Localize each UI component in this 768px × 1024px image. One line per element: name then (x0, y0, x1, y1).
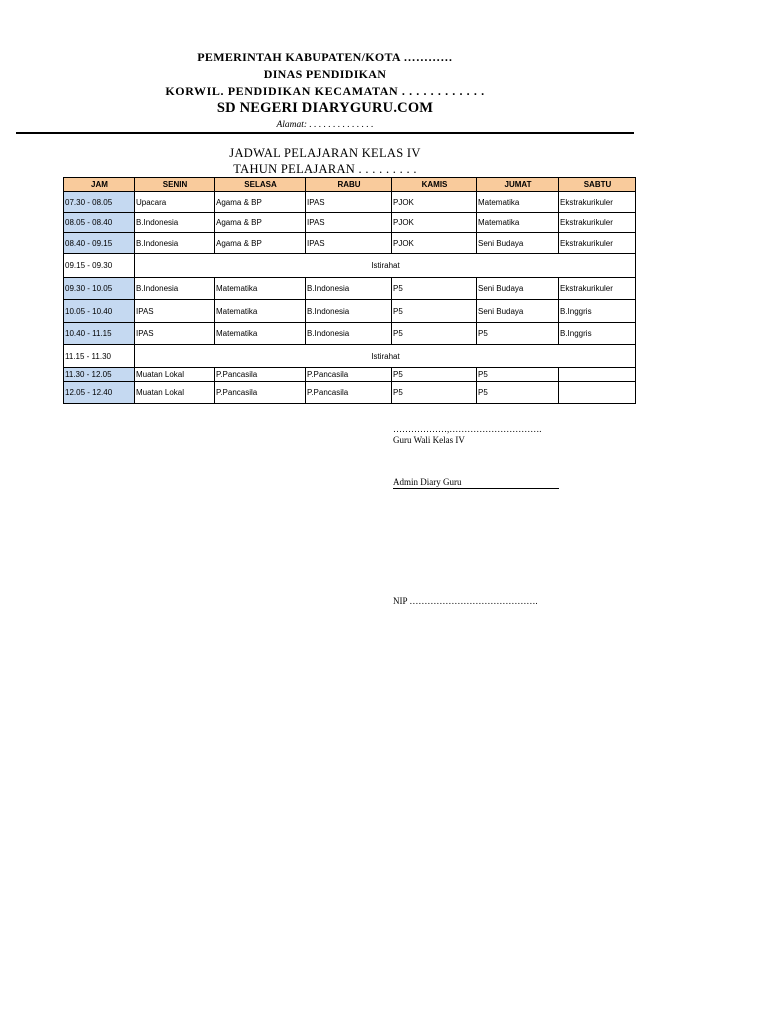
table-cell: Agama & BP (215, 233, 306, 254)
table-cell: B.Indonesia (306, 300, 392, 323)
signature-place-date: ………………,…………………………. (393, 424, 542, 434)
schedule-table (63, 177, 636, 404)
signature-role: Guru Wali Kelas IV (393, 435, 465, 445)
table-cell: P5 (392, 278, 477, 300)
table-cell: P5 (477, 323, 559, 345)
column-header-senin: SENIN (135, 178, 215, 192)
table-cell: P5 (392, 300, 477, 323)
table-cell: Seni Budaya (477, 300, 559, 323)
table-cell (559, 382, 636, 404)
table-cell (559, 368, 636, 382)
table-row (64, 382, 636, 404)
time-cell: 10.05 - 10.40 (64, 300, 135, 323)
time-cell: 09.15 - 09.30 (64, 254, 135, 278)
signature-name: Admin Diary Guru (393, 477, 559, 489)
column-header-rabu: RABU (306, 178, 392, 192)
table-row (64, 233, 636, 254)
table-row (64, 213, 636, 233)
academic-year: TAHUN PELAJARAN . . . . . . . . . (233, 162, 417, 176)
time-cell: 08.05 - 08.40 (64, 213, 135, 233)
table-cell: Muatan Lokal (135, 368, 215, 382)
table-cell: Matematika (477, 213, 559, 233)
table-cell: B.Inggris (559, 300, 636, 323)
table-row (64, 278, 636, 300)
table-row (64, 192, 636, 213)
department-header: DINAS PENDIDIKAN (263, 67, 387, 81)
table-cell: B.Inggris (559, 323, 636, 345)
table-header-row (64, 178, 636, 192)
time-cell: 09.30 - 10.05 (64, 278, 135, 300)
break-label: Istirahat (135, 254, 636, 278)
table-cell: Matematika (215, 300, 306, 323)
table-cell: IPAS (135, 323, 215, 345)
table-cell: Agama & BP (215, 192, 306, 213)
school-name: SD NEGERI DIARYGURU.COM (216, 100, 434, 116)
school-address: Alamat: . . . . . . . . . . . . . . (276, 120, 374, 130)
table-cell: Muatan Lokal (135, 382, 215, 404)
table-cell: P5 (477, 382, 559, 404)
table-cell: Ekstrakurikuler (559, 278, 636, 300)
table-cell: Upacara (135, 192, 215, 213)
table-cell: Matematika (477, 192, 559, 213)
table-cell: B.Indonesia (135, 278, 215, 300)
column-header-selasa: SELASA (215, 178, 306, 192)
government-header: PEMERINTAH KABUPATEN/KOTA ………… (197, 50, 453, 64)
table-cell: B.Indonesia (306, 278, 392, 300)
table-cell: Seni Budaya (477, 278, 559, 300)
column-header-kamis: KAMIS (392, 178, 477, 192)
time-cell: 08.40 - 09.15 (64, 233, 135, 254)
break-row (64, 345, 636, 368)
table-cell: Agama & BP (215, 213, 306, 233)
table-cell: P.Pancasila (215, 368, 306, 382)
table-cell: Ekstrakurikuler (559, 192, 636, 213)
time-cell: 10.40 - 11.15 (64, 323, 135, 345)
table-cell: Matematika (215, 323, 306, 345)
table-cell: IPAS (306, 213, 392, 233)
schedule-title: JADWAL PELAJARAN KELAS IV (229, 146, 421, 160)
time-cell: 11.15 - 11.30 (64, 345, 135, 368)
table-cell: P5 (392, 368, 477, 382)
break-label: Istirahat (135, 345, 636, 368)
table-cell: P.Pancasila (306, 368, 392, 382)
break-row (64, 254, 636, 278)
table-cell: PJOK (392, 233, 477, 254)
table-cell: Seni Budaya (477, 233, 559, 254)
table-cell: B.Indonesia (306, 323, 392, 345)
table-cell: P.Pancasila (215, 382, 306, 404)
table-cell: B.Indonesia (135, 233, 215, 254)
table-cell: IPAS (306, 192, 392, 213)
table-cell: P5 (477, 368, 559, 382)
table-cell: P.Pancasila (306, 382, 392, 404)
table-cell: Ekstrakurikuler (559, 233, 636, 254)
table-cell: P5 (392, 382, 477, 404)
table-row (64, 323, 636, 345)
table-cell: P5 (392, 323, 477, 345)
column-header-jam: JAM (64, 178, 135, 192)
district-header: KORWIL. PENDIDIKAN KECAMATAN . . . . . . . . . . . . (165, 84, 485, 98)
table-cell: PJOK (392, 213, 477, 233)
time-cell: 12.05 - 12.40 (64, 382, 135, 404)
table-cell: Ekstrakurikuler (559, 213, 636, 233)
signature-nip: NIP ……………………………………. (393, 596, 538, 606)
table-cell: IPAS (306, 233, 392, 254)
table-cell: PJOK (392, 192, 477, 213)
time-cell: 07.30 - 08.05 (64, 192, 135, 213)
table-row (64, 300, 636, 323)
header-divider (16, 132, 634, 134)
column-header-sabtu: SABTU (559, 178, 636, 192)
table-row (64, 368, 636, 382)
table-cell: IPAS (135, 300, 215, 323)
time-cell: 11.30 - 12.05 (64, 368, 135, 382)
table-cell: B.Indonesia (135, 213, 215, 233)
column-header-jumat: JUMAT (477, 178, 559, 192)
table-cell: Matematika (215, 278, 306, 300)
